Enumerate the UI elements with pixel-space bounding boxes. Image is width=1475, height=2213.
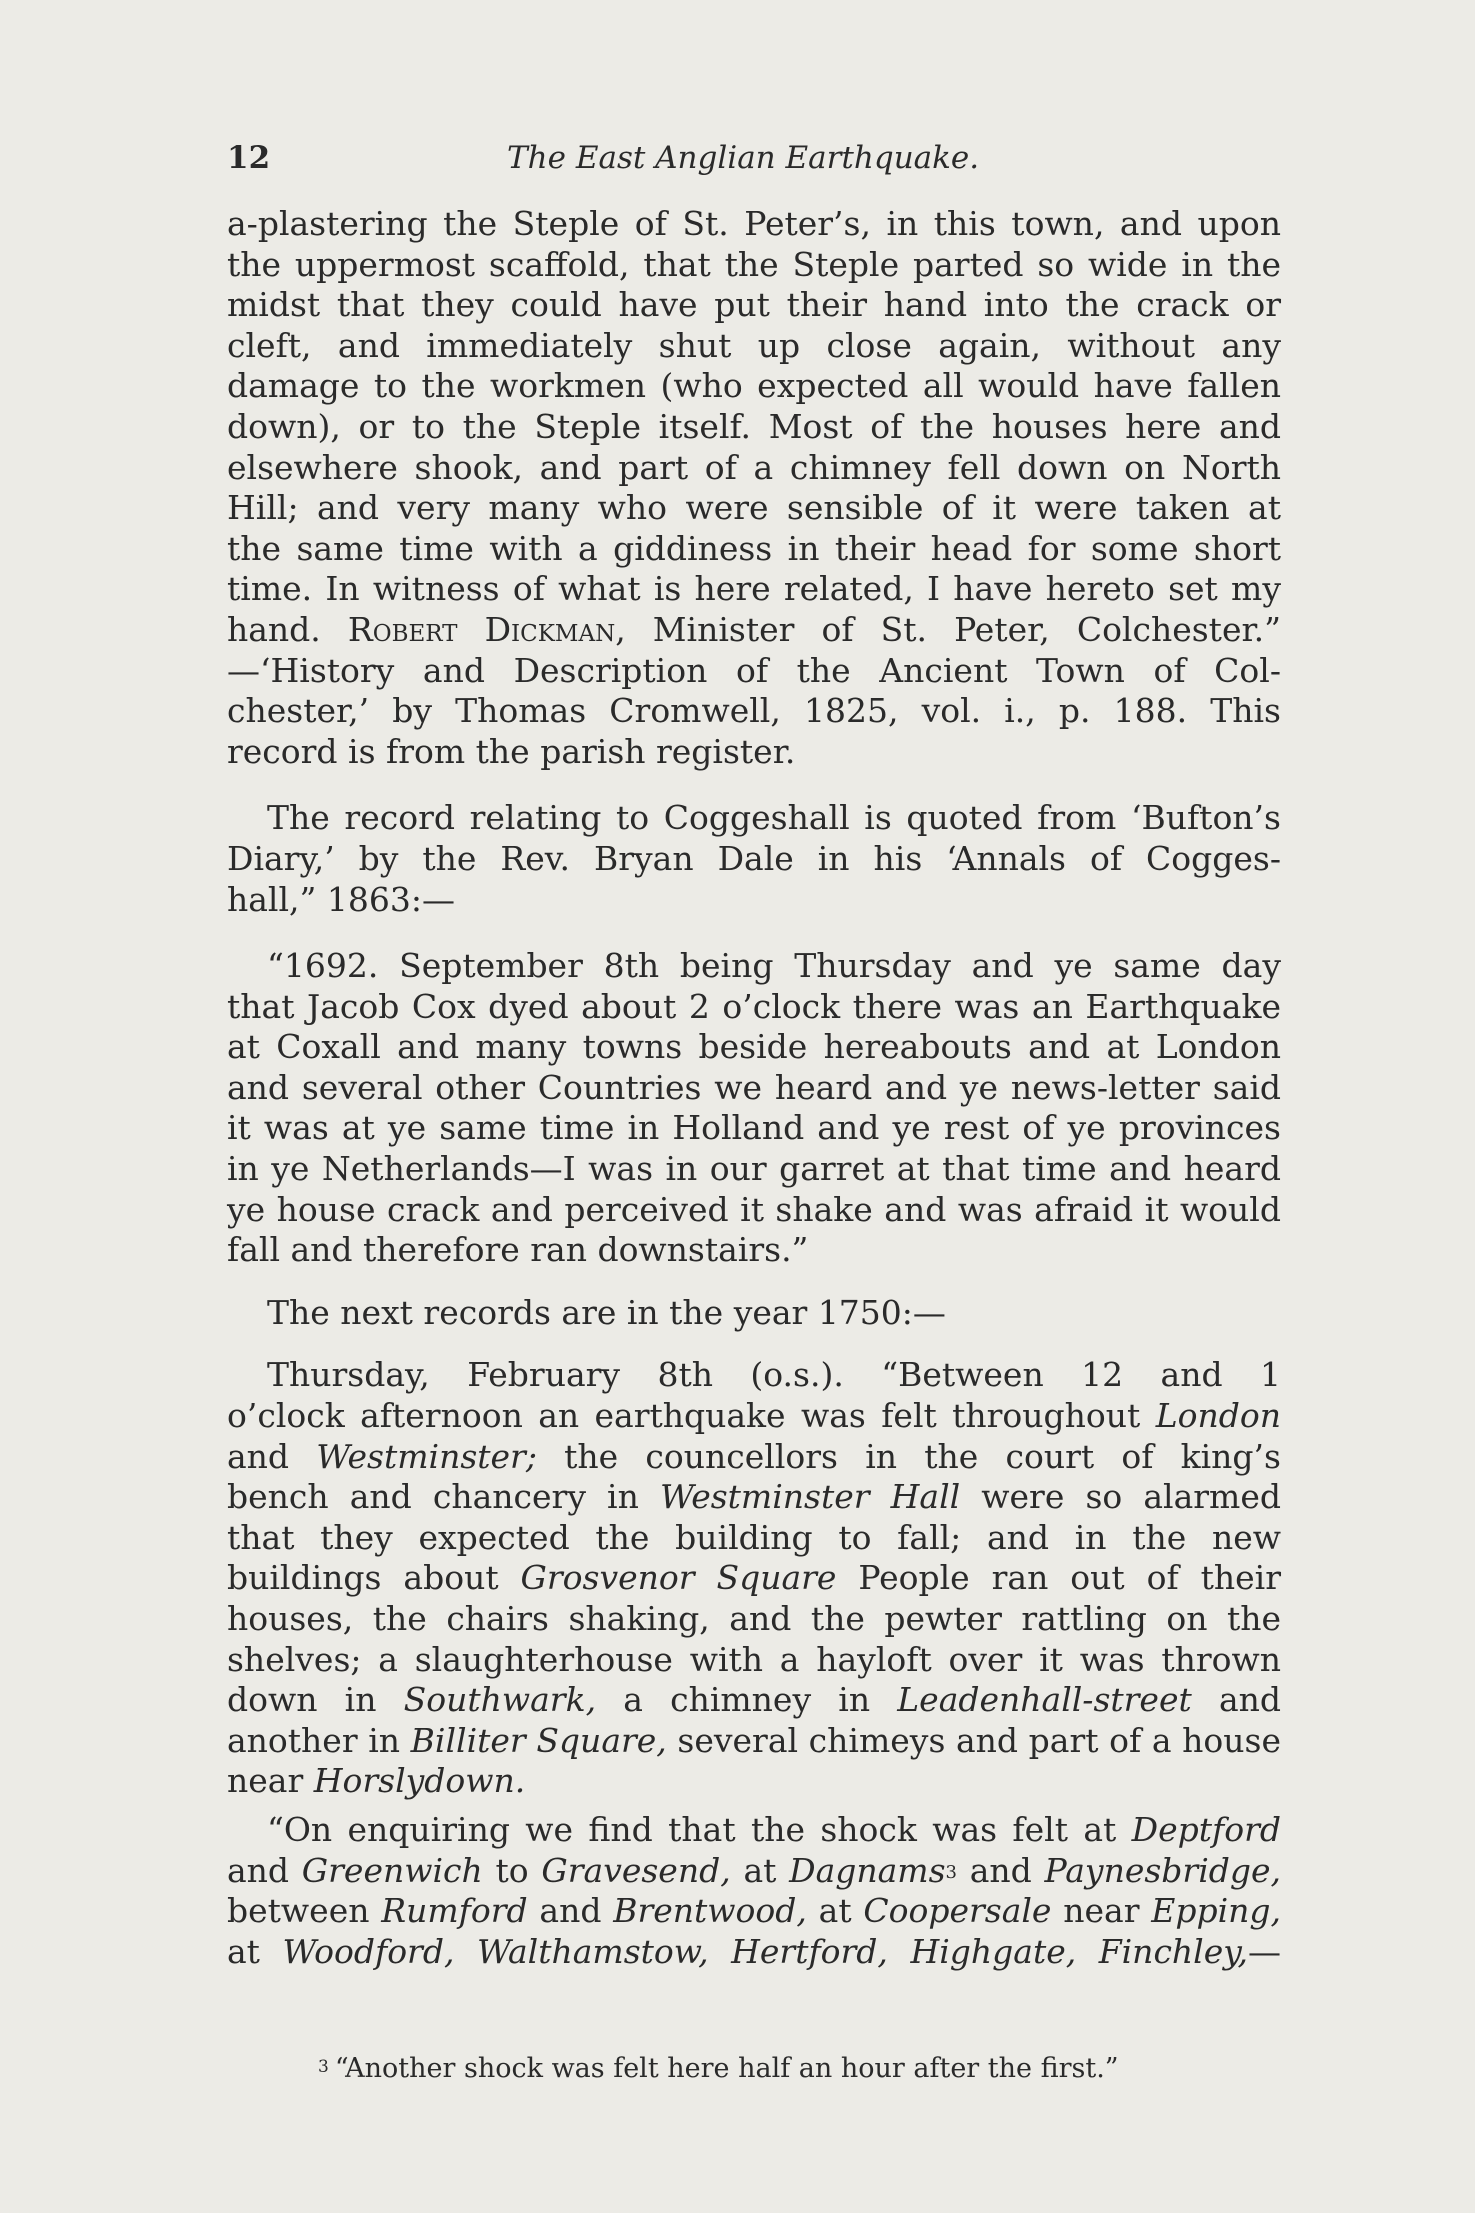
paragraph-1750-london (227, 1355, 1281, 1802)
place-name: Greenwich (301, 1850, 483, 1890)
text-fragment: between (227, 1891, 370, 1931)
text-fragment: down in (227, 1680, 377, 1720)
place-name: Dagnams (789, 1850, 946, 1890)
footnote (318, 2052, 1119, 2086)
place-name: Deptford (1131, 1809, 1281, 1849)
text-fragment: “On enquiring we find that the shock was felt at (267, 1809, 1117, 1849)
text-line: midst that they could have put their hand into the crack or (227, 285, 1281, 325)
place-name: Hertford, (731, 1931, 888, 1971)
place-name: Southwark, (403, 1680, 597, 1720)
text-fragment: and (539, 1891, 602, 1931)
text-fragment: People ran out of their (858, 1558, 1281, 1598)
text-line: the uppermost scaffold, that the Steple parted so wide in the (227, 244, 1281, 284)
place-name: Woodford, (282, 1931, 455, 1971)
text-fragment: a chimney in (623, 1680, 871, 1720)
place-name: Leadenhall-street (897, 1680, 1192, 1720)
text-fragment: to (495, 1850, 529, 1890)
text-line: hall,” 1863:— (227, 879, 455, 919)
text-fragment: and (227, 1436, 290, 1476)
text-line: and several other Countries we heard and ye news-letter said (227, 1067, 1281, 1107)
page-number: 12 (227, 140, 271, 176)
place-name: Rumford (381, 1891, 528, 1931)
text-fragment: were so alarmed (981, 1477, 1281, 1517)
place-name: Westminster Hall (659, 1477, 961, 1517)
place-name: Horslydown. (313, 1761, 526, 1801)
place-name: London (1155, 1396, 1281, 1436)
text-line (227, 1437, 1281, 1478)
text-fragment: several chimeys and part of a house (677, 1720, 1281, 1760)
signature-name: Robert Dickman (347, 609, 616, 649)
text-fragment: near (1063, 1891, 1140, 1931)
text-line: cleft, and immediately shut up close again, without any (227, 325, 1281, 365)
paragraph-dickman-record (227, 204, 1281, 772)
text-line: Diary,’ by the Rev. Bryan Dale in his ‘Annals of Cogges- (227, 838, 1281, 878)
text-line: that Jacob Cox dyed about 2 o’clock there was an Earthquake (227, 986, 1281, 1026)
text-line: down), or to the Steple itself. Most of the houses here and (227, 406, 1281, 446)
text-line: damage to the workmen (who expected all would have fallen (227, 366, 1281, 406)
text-line: The record relating to Coggeshall is quoted from ‘Bufton’s (267, 798, 1281, 838)
place-name: Highgate, (910, 1931, 1077, 1971)
text-fragment: another in (227, 1720, 401, 1760)
text-fragment: and (969, 1850, 1032, 1890)
text-line: time. In witness of what is here related, I have hereto set my (227, 569, 1281, 609)
place-name: Epping, (1151, 1891, 1281, 1931)
text-line: The next records are in the year 1750:— (267, 1292, 946, 1332)
text-line (227, 1396, 1281, 1437)
running-title: The East Anglian Earthquake. (507, 140, 980, 176)
paragraph-coggeshall-intro (227, 798, 1281, 920)
text-line: —‘History and Description of the Ancient Town of Col- (227, 650, 1281, 690)
place-name: Paynesbridge, (1044, 1850, 1282, 1890)
text-line (227, 1810, 1281, 1851)
text-fragment: at (227, 1931, 260, 1971)
place-name: Walthamstow, (476, 1931, 709, 1971)
place-name: Coopersale (863, 1891, 1052, 1931)
text-line (227, 1932, 1281, 1973)
text-line: at Coxall and many towns beside hereabouts and at London (227, 1027, 1281, 1067)
text-line (227, 1558, 1281, 1599)
text-fragment: — (1248, 1931, 1282, 1971)
running-head (227, 140, 1281, 186)
text-fragment: o’clock afternoon an earthquake was felt throughout (227, 1396, 1141, 1436)
footnote-reference: 3 (945, 1861, 957, 1883)
place-name: Finchley, (1098, 1931, 1249, 1971)
text-line: houses, the chairs shaking, and the pewter rattling on the (227, 1599, 1281, 1638)
place-name: Grosvenor Square (520, 1558, 837, 1598)
text-line-signature (227, 610, 1281, 651)
text-fragment: at (743, 1850, 777, 1890)
paragraph-1750-intro (227, 1293, 1281, 1334)
text-line (227, 1721, 1281, 1762)
text-line: chester,’ by Thomas Cromwell, 1825, vol. i., p. 188. This (227, 691, 1281, 731)
text-line: “1692. September 8th being Thursday and ye same day (267, 946, 1281, 986)
text-line: it was at ye same time in Holland and ye rest of ye provinces (227, 1108, 1281, 1148)
text-line (227, 1477, 1281, 1518)
text-line: fall and therefore ran downstairs.” (227, 1230, 809, 1270)
text-fragment: buildings about (227, 1558, 499, 1598)
text-line (227, 1891, 1281, 1932)
text-line: in ye Netherlands—I was in our garret at that time and heard (227, 1149, 1281, 1189)
footnote-marker: 3 (318, 2057, 329, 2077)
text-line: Hill; and very many who were sensible of it were taken at (227, 488, 1281, 528)
text-line: that they expected the building to fall; and in the new (227, 1517, 1281, 1557)
text-fragment: and (227, 1850, 290, 1890)
text-line: ye house crack and perceived it shake and was afraid it would (227, 1189, 1281, 1229)
text-line: Thursday, February 8th (o.s.). “Between 12 and 1 (267, 1355, 1281, 1395)
text-fragment: the councellors in the court of king’s (564, 1436, 1281, 1476)
text-line: a-plastering the Steple of St. Peter’s, in this town, and upon (227, 204, 1281, 243)
text-line: record is from the parish register. (227, 731, 796, 771)
text-fragment: hand. (227, 609, 321, 649)
text-line: elsewhere shook, and part of a chimney fell down on North (227, 447, 1281, 487)
place-name: Brentwood, (613, 1891, 807, 1931)
place-name: Billiter Square, (410, 1720, 667, 1760)
text-line: shelves; a slaughterhouse with a hayloft over it was thrown (227, 1639, 1281, 1679)
place-name: Gravesend, (541, 1850, 731, 1890)
paragraph-shock-felt (227, 1810, 1281, 1972)
text-line: the same time with a giddiness in their head for some short (227, 528, 1281, 568)
text-line (227, 1680, 1281, 1721)
page-content (227, 140, 1281, 1972)
place-name: Westminster; (316, 1436, 537, 1476)
text-fragment: near (227, 1761, 304, 1801)
text-line (227, 1851, 1281, 1892)
text-fragment: , Minister of St. Peter, Colchester.” (615, 609, 1281, 649)
text-line (227, 1761, 1281, 1802)
text-fragment: bench and chancery in (227, 1477, 639, 1517)
text-fragment: at (818, 1891, 852, 1931)
paragraph-bufton-quote (227, 946, 1281, 1271)
text-fragment: and (1218, 1680, 1281, 1720)
footnote-text: “Another shock was felt here half an hour after the first.” (334, 2053, 1119, 2084)
